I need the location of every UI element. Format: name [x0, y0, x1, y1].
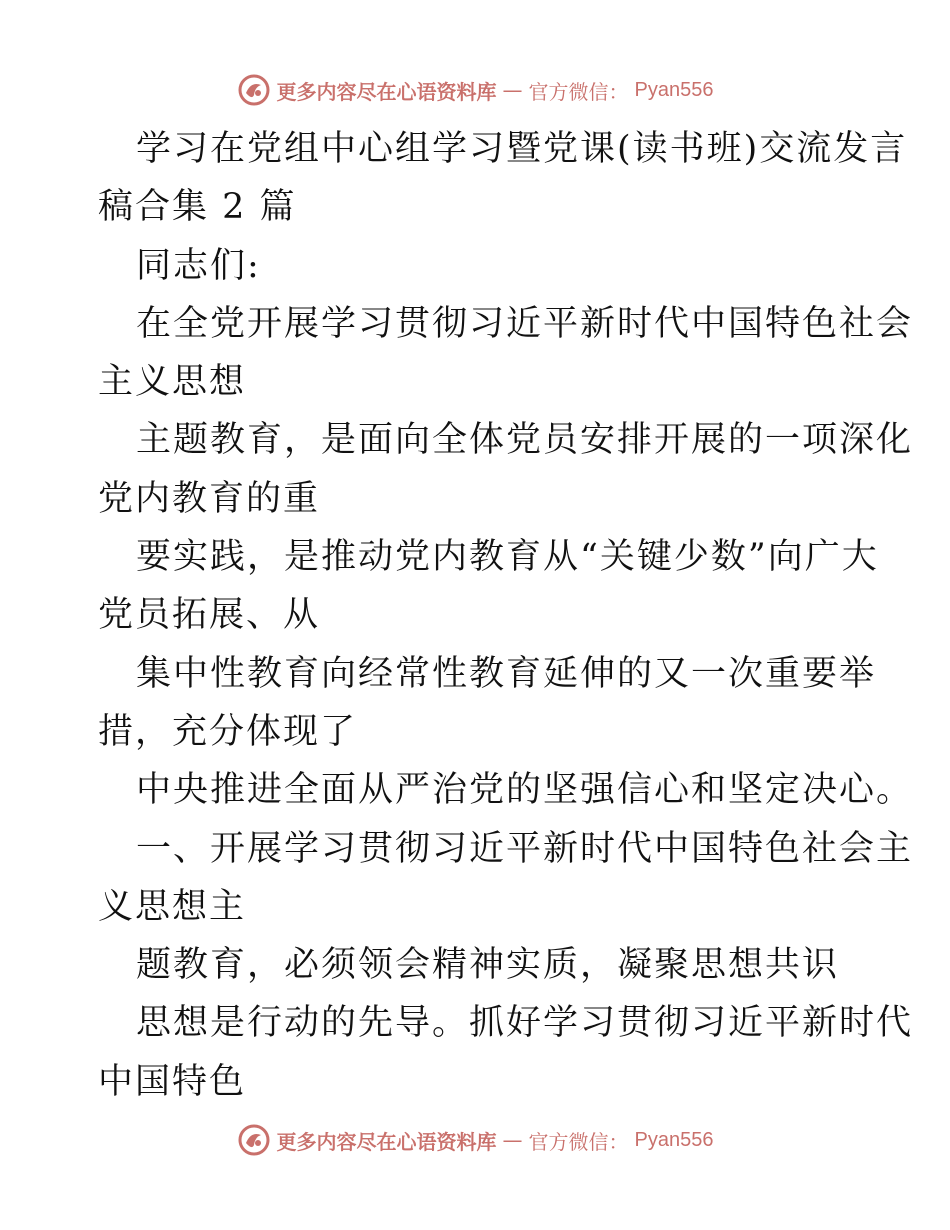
- watermark-label: 官方微信：: [528, 1129, 629, 1154]
- text-line: 中国特色: [98, 1061, 247, 1102]
- text-line: 学习在党组中心组学习暨党课(读书班)交流发言: [136, 129, 908, 169]
- watermark-id: Pyan556: [634, 78, 714, 101]
- text-line: 同志们:: [136, 245, 261, 286]
- text-line: 主题教育，是面向全体党员安排开展的一项深化: [136, 420, 914, 461]
- text-line: 思想是行动的先导。抓好学习贯彻习近平新时代: [136, 1003, 914, 1044]
- text-line: 集中性教育向经常性教育延伸的又一次重要举: [136, 653, 877, 694]
- footer-watermark: [0, 1122, 950, 1158]
- watermark-main-text: 更多内容尽在心语资料库: [276, 1129, 497, 1154]
- text-line: 中央推进全面从严治党的坚强信心和坚定决心。: [136, 770, 914, 811]
- text-line: 一、开展学习贯彻习近平新时代中国特色社会主: [136, 828, 914, 869]
- header-watermark: [0, 72, 950, 108]
- watermark-label: 官方微信：: [528, 79, 629, 104]
- watermark-separator: —: [502, 1128, 523, 1152]
- text-line: 在全党开展学习贯彻习近平新时代中国特色社会: [136, 303, 914, 344]
- swirl-logo-icon: [237, 73, 271, 107]
- text-line: 措，充分体现了: [98, 711, 358, 752]
- watermark-main-text: 更多内容尽在心语资料库: [276, 79, 497, 104]
- text-line: 稿合集 2 篇: [98, 187, 297, 228]
- watermark-separator: —: [502, 78, 523, 102]
- text-line: 党内教育的重: [98, 478, 321, 519]
- document-body: [98, 120, 914, 1111]
- text-line: 要实践，是推动党内教育从“关键少数”向广大: [136, 537, 879, 578]
- text-line: 义思想主: [98, 886, 247, 927]
- swirl-logo-icon: [237, 1123, 271, 1157]
- text-line: 主义思想: [98, 362, 247, 403]
- text-line: 党员拓展、从: [98, 595, 321, 636]
- text-line: 题教育，必须领会精神实质，凝聚思想共识: [136, 945, 840, 986]
- watermark-id: Pyan556: [634, 1128, 714, 1151]
